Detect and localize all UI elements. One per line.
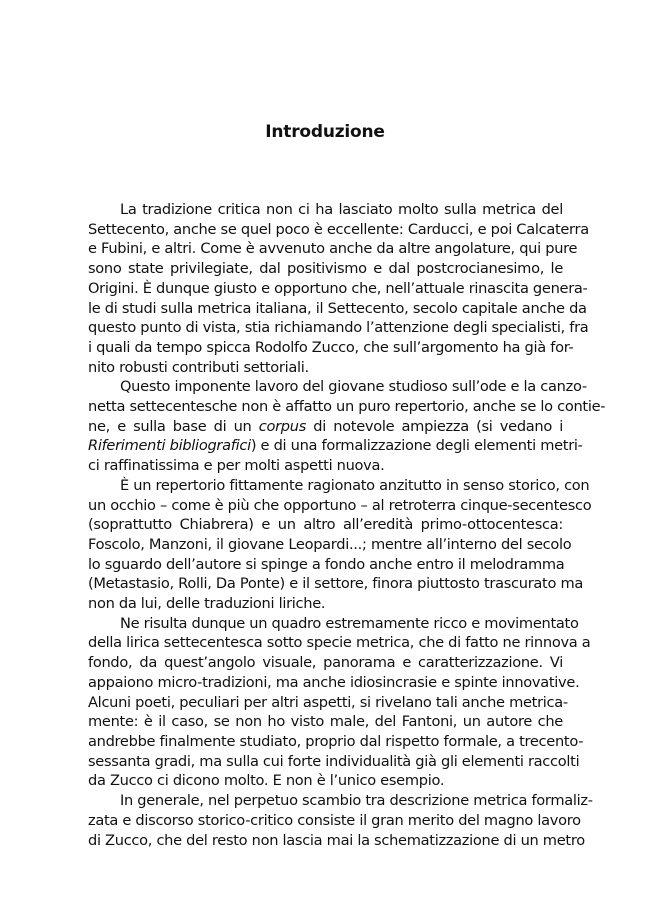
text-line: Questo imponente lavoro del giovane studioso sull’ode e la canzo- — [120, 378, 587, 396]
text-line: ne, e sulla base di un corpus di notevole ampiezza (si vedano i — [88, 417, 563, 435]
paragraph — [88, 476, 592, 614]
text-line: i quali da tempo spicca Rodolfo Zucco, che sull’argomento ha già for- — [88, 338, 574, 356]
body-text — [88, 200, 606, 850]
text-line: sessanta gradi, ma sulla cui forte individualità già gli elementi raccolti — [88, 752, 580, 770]
text-line: ci raffinatissima e per molti aspetti nuova. — [88, 457, 385, 475]
text-line: In generale, nel perpetuo scambio tra descrizione metrica formaliz- — [120, 792, 593, 810]
text-line: netta settecentesche non è affatto un puro repertorio, anche se lo contie- — [88, 398, 606, 416]
text-line: fondo, da quest’angolo visuale, panorama e caratterizzazione. Vi — [88, 654, 563, 672]
text-line: un occhio – come è più che opportuno – al retroterra cinque-secentesco — [88, 496, 592, 514]
text-line: questo punto di vista, stia richiamando l’attenzione degli specialisti, fra — [88, 319, 589, 337]
chapter-title: Introduzione — [265, 122, 385, 142]
text-line: (Metastasio, Rolli, Da Ponte) e il settore, finora piuttosto trascurato ma — [88, 575, 584, 593]
text-line: lo sguardo dell’autore si spinge a fondo anche entro il melodramma — [88, 555, 565, 573]
text-line: da Zucco ci dicono molto. E non è l’unico esempio. — [88, 772, 445, 790]
text-line: sono state privilegiate, dal positivismo e dal postcrocianesimo, le — [88, 260, 563, 278]
text-line: È un repertorio fittamente ragionato anzitutto in senso storico, con — [120, 476, 590, 494]
text-line: mente: è il caso, se non ho visto male, del Fantoni, un autore che — [88, 713, 563, 731]
text-line: nito robusti contributi settoriali. — [88, 358, 309, 376]
text-line: e Fubini, e altri. Come è avvenuto anche da altre angolature, qui pure — [88, 240, 578, 258]
text-line: di Zucco, che del resto non lascia mai la schematizzazione di un metro — [88, 831, 585, 849]
text-line: Settecento, anche se quel poco è eccellente: Carducci, e poi Calcaterra — [88, 220, 589, 238]
paragraph — [88, 200, 589, 377]
text-line: La tradizione critica non ci ha lasciato molto sulla metrica del — [120, 201, 563, 218]
text-line: appaiono micro-tradizioni, ma anche idiosincrasie e spinte innovative. — [88, 673, 580, 691]
text-line: Ne risulta dunque un quadro estremamente ricco e movimentato — [120, 614, 579, 632]
text-line: Alcuni poeti, peculiari per altri aspetti, si rivelano tali anche metrica- — [88, 693, 568, 711]
paragraph — [88, 377, 606, 476]
text-line: non da lui, delle traduzioni liriche. — [88, 595, 326, 613]
paragraph — [88, 791, 593, 850]
text-line: zata e discorso storico-critico consiste il gran merito del magno lavoro — [88, 811, 581, 829]
text-line: Origini. È dunque giusto e opportuno che, nell’attuale rinascita genera- — [88, 279, 588, 297]
text-line: andrebbe finalmente studiato, proprio dal rispetto formale, a trecento- — [88, 732, 584, 750]
text-line: Foscolo, Manzoni, il giovane Leopardi...; mentre all’interno del secolo — [88, 535, 572, 553]
text-line: della lirica settecentesca sotto specie metrica, che di fatto ne rinnova a — [88, 634, 591, 652]
text-line: (soprattutto Chiabrera) e un altro all’eredità primo-ottocentesca: — [88, 516, 563, 534]
text-line: Riferimenti bibliografici) e di una formalizzazione degli elementi metri- — [88, 437, 583, 455]
paragraph — [88, 614, 591, 791]
text-line: le di studi sulla metrica italiana, il Settecento, secolo capitale anche da — [88, 299, 587, 317]
